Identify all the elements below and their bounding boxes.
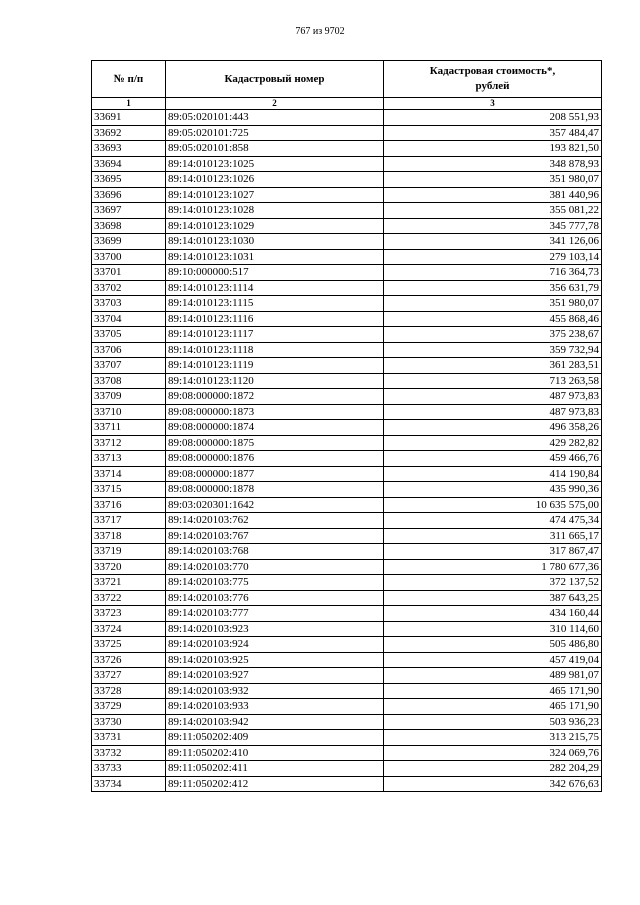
row-number-cell: 33717 (92, 513, 166, 529)
row-number-cell: 33694 (92, 156, 166, 172)
cadastral-number-cell: 89:08:000000:1874 (166, 420, 384, 436)
table-row (92, 559, 602, 575)
table-row (92, 141, 602, 157)
cadastral-number-cell: 89:08:000000:1876 (166, 451, 384, 467)
cadastral-value-cell: 459 466,76 (384, 451, 602, 467)
cadastral-value-cell: 387 643,25 (384, 590, 602, 606)
row-number-cell: 33719 (92, 544, 166, 560)
row-number-cell: 33704 (92, 311, 166, 327)
table-row (92, 172, 602, 188)
cadastral-number-cell: 89:08:000000:1873 (166, 404, 384, 420)
cadastral-value-cell: 465 171,90 (384, 699, 602, 715)
table-row (92, 652, 602, 668)
cadastral-number-cell: 89:11:050202:409 (166, 730, 384, 746)
table-row (92, 187, 602, 203)
table-row (92, 280, 602, 296)
row-number-cell: 33730 (92, 714, 166, 730)
cadastral-number-cell: 89:05:020101:725 (166, 125, 384, 141)
cadastral-number-cell: 89:14:020103:776 (166, 590, 384, 606)
row-number-cell: 33691 (92, 110, 166, 126)
cadastral-number-cell: 89:14:020103:932 (166, 683, 384, 699)
cadastral-number-cell: 89:14:020103:933 (166, 699, 384, 715)
table-row (92, 435, 602, 451)
cadastral-number-cell: 89:08:000000:1875 (166, 435, 384, 451)
cadastral-number-cell: 89:08:000000:1878 (166, 482, 384, 498)
table-row (92, 389, 602, 405)
table-row (92, 327, 602, 343)
table-row (92, 482, 602, 498)
cadastral-number-cell: 89:05:020101:858 (166, 141, 384, 157)
cadastral-number-cell: 89:08:000000:1872 (166, 389, 384, 405)
table-row (92, 125, 602, 141)
table-row (92, 528, 602, 544)
cadastral-value-table (91, 60, 602, 792)
table-row (92, 544, 602, 560)
table-row (92, 404, 602, 420)
cadastral-number-cell: 89:14:020103:925 (166, 652, 384, 668)
row-number-cell: 33732 (92, 745, 166, 761)
table-header-row (92, 61, 602, 98)
cadastral-value-cell: 474 475,34 (384, 513, 602, 529)
table-row (92, 420, 602, 436)
row-number-cell: 33697 (92, 203, 166, 219)
row-number-cell: 33723 (92, 606, 166, 622)
cadastral-number-cell: 89:14:010123:1026 (166, 172, 384, 188)
table-row (92, 358, 602, 374)
cadastral-number-cell: 89:05:020101:443 (166, 110, 384, 126)
row-number-cell: 33698 (92, 218, 166, 234)
table-row (92, 373, 602, 389)
table-row (92, 590, 602, 606)
cadastral-number-cell: 89:08:000000:1877 (166, 466, 384, 482)
cadastral-number-cell: 89:14:020103:927 (166, 668, 384, 684)
header-cadastral-number: Кадастровый номер (166, 61, 384, 98)
cadastral-number-cell: 89:14:020103:770 (166, 559, 384, 575)
header-cadastral-value-line2: рублей (475, 80, 510, 92)
table-row (92, 234, 602, 250)
cadastral-value-cell: 414 190,84 (384, 466, 602, 482)
row-number-cell: 33718 (92, 528, 166, 544)
cadastral-value-cell: 351 980,07 (384, 296, 602, 312)
cadastral-number-cell: 89:10:000000:517 (166, 265, 384, 281)
row-number-cell: 33705 (92, 327, 166, 343)
cadastral-value-cell: 345 777,78 (384, 218, 602, 234)
table-row (92, 575, 602, 591)
cadastral-value-cell: 10 635 575,00 (384, 497, 602, 513)
cadastral-value-cell: 489 981,07 (384, 668, 602, 684)
row-number-cell: 33714 (92, 466, 166, 482)
cadastral-number-cell: 89:14:020103:942 (166, 714, 384, 730)
cadastral-number-cell: 89:14:020103:768 (166, 544, 384, 560)
cadastral-value-cell: 496 358,26 (384, 420, 602, 436)
row-number-cell: 33720 (92, 559, 166, 575)
row-number-cell: 33707 (92, 358, 166, 374)
cadastral-value-cell: 505 486,80 (384, 637, 602, 653)
row-number-cell: 33692 (92, 125, 166, 141)
column-number-3: 3 (384, 98, 602, 110)
row-number-cell: 33724 (92, 621, 166, 637)
row-number-cell: 33721 (92, 575, 166, 591)
cadastral-number-cell: 89:14:020103:777 (166, 606, 384, 622)
cadastral-value-cell: 713 263,58 (384, 373, 602, 389)
row-number-cell: 33716 (92, 497, 166, 513)
table-row (92, 203, 602, 219)
cadastral-value-cell: 372 137,52 (384, 575, 602, 591)
cadastral-value-cell: 465 171,90 (384, 683, 602, 699)
table-row (92, 761, 602, 777)
row-number-cell: 33715 (92, 482, 166, 498)
row-number-cell: 33734 (92, 776, 166, 792)
table-row (92, 451, 602, 467)
row-number-cell: 33706 (92, 342, 166, 358)
table-row (92, 497, 602, 513)
column-number-2: 2 (166, 98, 384, 110)
cadastral-value-cell: 342 676,63 (384, 776, 602, 792)
row-number-cell: 33725 (92, 637, 166, 653)
table-row (92, 730, 602, 746)
cadastral-number-cell: 89:14:020103:767 (166, 528, 384, 544)
table-row (92, 606, 602, 622)
table-row (92, 745, 602, 761)
table-row (92, 296, 602, 312)
cadastral-value-cell: 381 440,96 (384, 187, 602, 203)
row-number-cell: 33729 (92, 699, 166, 715)
cadastral-number-cell: 89:14:020103:923 (166, 621, 384, 637)
table-body (92, 110, 602, 792)
cadastral-value-cell: 455 868,46 (384, 311, 602, 327)
cadastral-value-cell: 311 665,17 (384, 528, 602, 544)
cadastral-value-cell: 310 114,60 (384, 621, 602, 637)
cadastral-number-cell: 89:14:010123:1116 (166, 311, 384, 327)
cadastral-value-cell: 435 990,36 (384, 482, 602, 498)
cadastral-value-cell: 351 980,07 (384, 172, 602, 188)
row-number-cell: 33712 (92, 435, 166, 451)
column-number-1: 1 (92, 98, 166, 110)
row-number-cell: 33702 (92, 280, 166, 296)
cadastral-number-cell: 89:14:020103:762 (166, 513, 384, 529)
cadastral-number-cell: 89:14:010123:1118 (166, 342, 384, 358)
row-number-cell: 33695 (92, 172, 166, 188)
row-number-cell: 33722 (92, 590, 166, 606)
table-row (92, 342, 602, 358)
cadastral-value-cell: 487 973,83 (384, 389, 602, 405)
cadastral-number-cell: 89:14:020103:775 (166, 575, 384, 591)
row-number-cell: 33733 (92, 761, 166, 777)
cadastral-value-cell: 348 878,93 (384, 156, 602, 172)
header-cadastral-value (384, 61, 602, 98)
cadastral-number-cell: 89:14:020103:924 (166, 637, 384, 653)
cadastral-value-cell: 279 103,14 (384, 249, 602, 265)
row-number-cell: 33710 (92, 404, 166, 420)
table-row (92, 218, 602, 234)
row-number-cell: 33713 (92, 451, 166, 467)
cadastral-value-cell: 359 732,94 (384, 342, 602, 358)
cadastral-value-cell: 355 081,22 (384, 203, 602, 219)
row-number-cell: 33711 (92, 420, 166, 436)
table-row (92, 265, 602, 281)
cadastral-value-cell: 361 283,51 (384, 358, 602, 374)
row-number-cell: 33703 (92, 296, 166, 312)
table-row (92, 714, 602, 730)
row-number-cell: 33726 (92, 652, 166, 668)
cadastral-number-cell: 89:14:010123:1027 (166, 187, 384, 203)
cadastral-value-cell: 716 364,73 (384, 265, 602, 281)
header-row-number: № п/п (92, 61, 166, 98)
column-number-row (92, 98, 602, 110)
row-number-cell: 33709 (92, 389, 166, 405)
table-row (92, 637, 602, 653)
cadastral-number-cell: 89:11:050202:410 (166, 745, 384, 761)
cadastral-value-cell: 457 419,04 (384, 652, 602, 668)
cadastral-number-cell: 89:14:010123:1028 (166, 203, 384, 219)
row-number-cell: 33693 (92, 141, 166, 157)
page-number-header: 767 из 9702 (295, 26, 345, 37)
cadastral-number-cell: 89:14:010123:1120 (166, 373, 384, 389)
cadastral-value-cell: 193 821,50 (384, 141, 602, 157)
table-row (92, 621, 602, 637)
cadastral-value-cell: 357 484,47 (384, 125, 602, 141)
cadastral-number-cell: 89:14:010123:1029 (166, 218, 384, 234)
table-row (92, 311, 602, 327)
row-number-cell: 33708 (92, 373, 166, 389)
row-number-cell: 33727 (92, 668, 166, 684)
cadastral-value-cell: 429 282,82 (384, 435, 602, 451)
cadastral-number-cell: 89:11:050202:412 (166, 776, 384, 792)
cadastral-number-cell: 89:14:010123:1119 (166, 358, 384, 374)
cadastral-number-cell: 89:14:010123:1117 (166, 327, 384, 343)
table-row (92, 156, 602, 172)
row-number-cell: 33728 (92, 683, 166, 699)
row-number-cell: 33701 (92, 265, 166, 281)
cadastral-value-cell: 313 215,75 (384, 730, 602, 746)
cadastral-value-cell: 375 238,67 (384, 327, 602, 343)
cadastral-number-cell: 89:14:010123:1031 (166, 249, 384, 265)
cadastral-value-cell: 317 867,47 (384, 544, 602, 560)
cadastral-number-cell: 89:14:010123:1025 (166, 156, 384, 172)
row-number-cell: 33700 (92, 249, 166, 265)
cadastral-value-cell: 487 973,83 (384, 404, 602, 420)
table-row (92, 110, 602, 126)
cadastral-value-cell: 434 160,44 (384, 606, 602, 622)
row-number-cell: 33699 (92, 234, 166, 250)
cadastral-value-cell: 341 126,06 (384, 234, 602, 250)
table-row (92, 513, 602, 529)
row-number-cell: 33731 (92, 730, 166, 746)
table-row (92, 776, 602, 792)
table-row (92, 668, 602, 684)
table-row (92, 699, 602, 715)
cadastral-value-cell: 208 551,93 (384, 110, 602, 126)
table-row (92, 466, 602, 482)
cadastral-number-cell: 89:11:050202:411 (166, 761, 384, 777)
cadastral-value-cell: 503 936,23 (384, 714, 602, 730)
cadastral-value-cell: 356 631,79 (384, 280, 602, 296)
cadastral-number-cell: 89:14:010123:1115 (166, 296, 384, 312)
table-row (92, 249, 602, 265)
cadastral-value-cell: 324 069,76 (384, 745, 602, 761)
table-row (92, 683, 602, 699)
header-cadastral-value-line1: Кадастровая стоимость*, (429, 65, 556, 77)
cadastral-value-cell: 1 780 677,36 (384, 559, 602, 575)
cadastral-number-cell: 89:14:010123:1114 (166, 280, 384, 296)
cadastral-number-cell: 89:14:010123:1030 (166, 234, 384, 250)
row-number-cell: 33696 (92, 187, 166, 203)
cadastral-number-cell: 89:03:020301:1642 (166, 497, 384, 513)
cadastral-value-cell: 282 204,29 (384, 761, 602, 777)
